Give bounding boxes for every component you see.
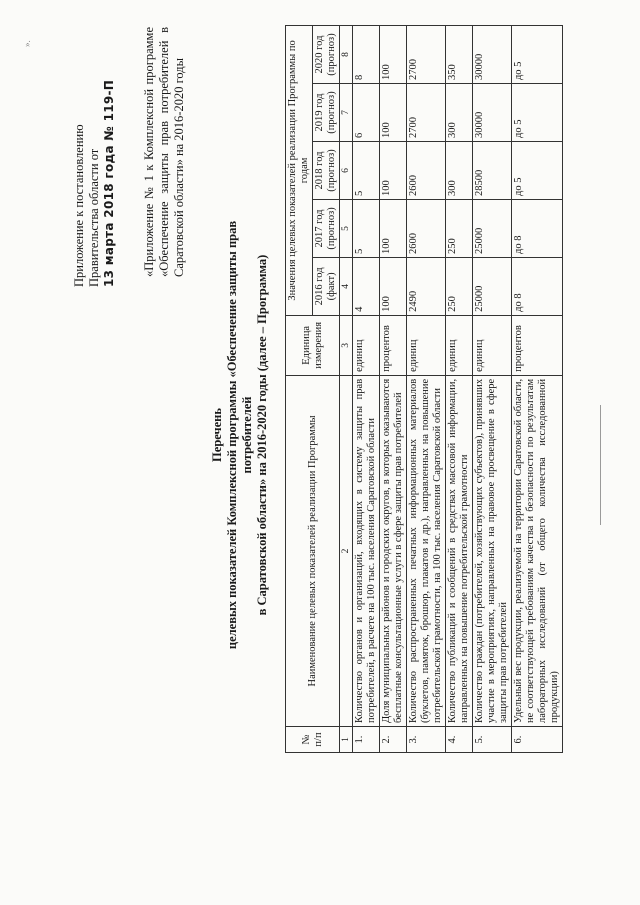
row-number: 2. bbox=[380, 727, 407, 753]
table-row bbox=[446, 26, 473, 753]
indicator-name: Количество публикаций и сообщений в средствах массовой информации, направленных на повышение потребительской грамотности bbox=[446, 375, 473, 726]
header-unit: Единица измерения bbox=[286, 315, 340, 375]
column-number: 6 bbox=[340, 142, 353, 200]
header-year: 2018 год (прогноз) bbox=[313, 142, 340, 200]
value-2018: до 5 bbox=[512, 142, 563, 200]
value-2016: до 8 bbox=[512, 257, 563, 315]
header-date-number: 13 марта 2018 года № 119-П bbox=[102, 79, 116, 287]
column-number: 7 bbox=[340, 84, 353, 142]
value-2020: 350 bbox=[446, 26, 473, 84]
indicator-unit: процентов bbox=[512, 315, 563, 375]
value-2018: 28500 bbox=[473, 142, 512, 200]
header-year: 2019 год (прогноз) bbox=[313, 84, 340, 142]
value-2019: 2700 bbox=[407, 84, 446, 142]
value-2017: 25000 bbox=[473, 199, 512, 257]
indicator-name: Количество граждан (потребителей, хозяйствующих субъектов), принявших участие в мероприятиях, направленных на правовое просвещение в сфере защиты прав потребителей bbox=[473, 375, 512, 726]
value-2018: 300 bbox=[446, 142, 473, 200]
header-line-2: Правительства области от bbox=[87, 148, 101, 287]
header-values-group: Значения целевых показателей реализации Программы по годам bbox=[286, 26, 313, 316]
value-2017: 100 bbox=[380, 199, 407, 257]
value-2018: 100 bbox=[380, 142, 407, 200]
indicator-name: Удельный вес продукции, реализуемой на территории Саратовской области, не соответствующей требованиям качества и безопасности по результатам лабораторных исследований (от общего количества исследованной продукции) bbox=[512, 375, 563, 726]
margin-line bbox=[600, 405, 602, 525]
header-name: Наименование целевых показателей реализации Программы bbox=[286, 375, 340, 726]
indicator-name: Количество распространенных печатных информационных материалов (буклетов, памяток, брошюр, плакатов и др.), направленных на повышение потребительской грамотности, на 100 тыс. населения Саратовской области bbox=[407, 375, 446, 726]
value-2016: 250 bbox=[446, 257, 473, 315]
column-number: 3 bbox=[340, 315, 353, 375]
value-2017: 2600 bbox=[407, 199, 446, 257]
value-2019: до 5 bbox=[512, 84, 563, 142]
appendix-reference: «Приложение № 1 к Комплексной программе «Обеспечение защиты прав потребителей в Саратовской области» на 2016-2020 годы bbox=[142, 27, 186, 277]
resolution-header bbox=[72, 47, 117, 287]
title-line-3: в Саратовской области» на 2016-2020 годы (далее – Программа) bbox=[255, 254, 269, 616]
header-year: 2020 год (прогноз) bbox=[313, 26, 340, 84]
value-2016: 2490 bbox=[407, 257, 446, 315]
indicator-unit: процентов bbox=[380, 315, 407, 375]
table-row bbox=[473, 26, 512, 753]
table-row bbox=[407, 26, 446, 753]
value-2016: 25000 bbox=[473, 257, 512, 315]
indicators-table bbox=[285, 25, 563, 753]
header-year: 2017 год (прогноз) bbox=[313, 199, 340, 257]
title-line-1: Перечень bbox=[210, 408, 224, 462]
value-2020: 2700 bbox=[407, 26, 446, 84]
header-line-1: Приложение к постановлению bbox=[72, 124, 86, 287]
value-2017: 5 bbox=[353, 199, 380, 257]
column-number: 5 bbox=[340, 199, 353, 257]
table-row bbox=[512, 26, 563, 753]
row-number: 5. bbox=[473, 727, 512, 753]
indicator-name: Доля муниципальных районов и городских округов, в которых оказываются бесплатные консультационные услуги в сфере защиты прав потребителей bbox=[380, 375, 407, 726]
value-2020: до 5 bbox=[512, 26, 563, 84]
indicator-unit: единиц bbox=[446, 315, 473, 375]
indicator-unit: единиц bbox=[473, 315, 512, 375]
column-numbers-row bbox=[340, 26, 353, 753]
value-2017: до 8 bbox=[512, 199, 563, 257]
indicator-name: Количество органов и организаций, входящих в систему защиты прав потребителей, в расчете на 100 тыс. населения Саратовской области bbox=[353, 375, 380, 726]
header-year: 2016 год (факт) bbox=[313, 257, 340, 315]
column-number: 4 bbox=[340, 257, 353, 315]
value-2019: 300 bbox=[446, 84, 473, 142]
value-2018: 5 bbox=[353, 142, 380, 200]
value-2016: 4 bbox=[353, 257, 380, 315]
value-2019: 6 bbox=[353, 84, 380, 142]
value-2020: 30000 bbox=[473, 26, 512, 84]
value-2016: 100 bbox=[380, 257, 407, 315]
indicator-unit: единиц bbox=[407, 315, 446, 375]
value-2020: 100 bbox=[380, 26, 407, 84]
row-number: 4. bbox=[446, 727, 473, 753]
document-title bbox=[210, 185, 270, 685]
title-line-2: целевых показателей Комплексной программы «Обеспечение защиты прав потребителей bbox=[225, 220, 254, 650]
value-2020: 8 bbox=[353, 26, 380, 84]
table-row bbox=[380, 26, 407, 753]
header-num: № п/п bbox=[286, 727, 340, 753]
value-2019: 30000 bbox=[473, 84, 512, 142]
column-number: 1 bbox=[340, 727, 353, 753]
value-2018: 2600 bbox=[407, 142, 446, 200]
value-2017: 250 bbox=[446, 199, 473, 257]
table-row bbox=[353, 26, 380, 753]
column-number: 2 bbox=[340, 375, 353, 726]
row-number: 1. bbox=[353, 727, 380, 753]
row-number: 6. bbox=[512, 727, 563, 753]
value-2019: 100 bbox=[380, 84, 407, 142]
edge-mark: ». bbox=[22, 40, 32, 47]
row-number: 3. bbox=[407, 727, 446, 753]
column-number: 8 bbox=[340, 26, 353, 84]
indicator-unit: единиц bbox=[353, 315, 380, 375]
